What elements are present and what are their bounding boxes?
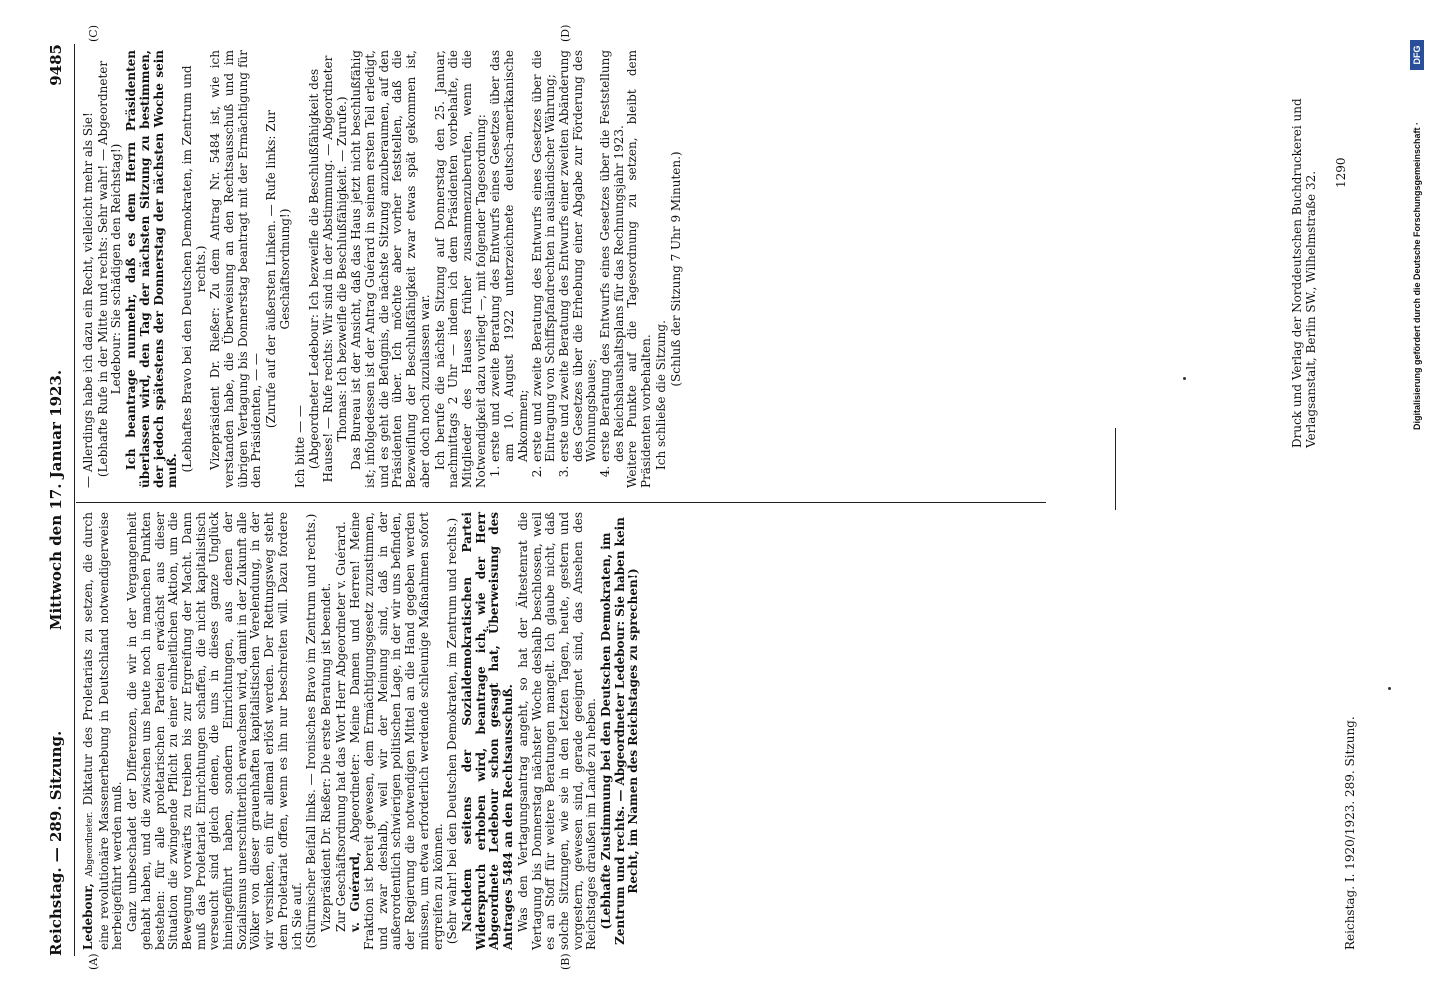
margin-marker-c: (C)	[87, 25, 100, 42]
dfg-logo: DFG	[1410, 40, 1424, 70]
paragraph	[349, 512, 445, 950]
paragraph: — Allerdings habe ich dazu ein Recht, vielleicht mehr als Sie!	[81, 112, 95, 488]
paragraph: Ich beantrage nunmehr, daß es dem Herrn Präsidenten überlassen wird, den Tag der nächsten Sitzung zu bestimmen, der jedoch spätestens der Donnerstag der nächsten Woche sein muß.	[124, 50, 180, 488]
interjection: (Lebhaftes Bravo bei den Deutschen Demokraten, im Zentrum und rechts.)	[179, 65, 208, 473]
paragraph-text: Abgeordneter: Meine Damen und Herren! Meine Fraktion ist bereit gewesen, dem Ermächtigungsgesetz zuzustimmen, und zwar deshalb, weil wir der Meinung sind, daß in der außerordentlich schwierigen politischen Lage, in der wir uns befinden, der Regierung die notwendigen Mittel an die Hand gegeben werden müssen, um etwa erforderlich werdende schleunige Maßnahmen sofort ergreifen zu können.	[348, 512, 445, 950]
interjection: (Abgeordneter Ledebour: Ich bezweifle die Beschlußfähigkeit des Hauses! — Rufe rechts: Wir sind in der Abstimmung. — Abgeordneter Thomas: Ich bezweifle die Beschlußfähigkeit. — Zurufe.)	[307, 55, 349, 483]
speaker-name: v. Guérard,	[348, 851, 363, 932]
agenda-item: 4. erste Beratung des Entwurfs eines Gesetzes über die Feststellung des Reichshaushaltsplans für das Rechnungsjahr 1923.	[599, 50, 626, 462]
paragraph: Ich schließe die Sitzung.	[653, 320, 668, 470]
paper-speck	[1388, 687, 1391, 690]
paragraph: Ich bitte — —	[292, 405, 307, 488]
paragraph: Vizepräsident Dr. Rießer: Die erste Beratung ist beendet.	[318, 582, 333, 932]
interjection: (Zurufe auf der äußersten Linken. — Rufe links: Zur Geschäftsordnung!)	[264, 109, 292, 429]
imprint	[1290, 18, 1348, 448]
paragraph	[82, 512, 125, 950]
paper-speck	[1183, 377, 1186, 380]
left-column	[82, 512, 642, 950]
interjection: (Stürmischer Beifall links. — Ironisches Bravo im Zentrum und rechts.)	[304, 513, 319, 949]
page-number: 9485	[47, 44, 65, 86]
paragraph-text: Diktatur des Proletariats zu setzen, die durch eine revolutionäre Massenerhebung in Deutschland notwendigerweise herbeigeführt werden muß.	[81, 512, 125, 950]
margin-marker-d: (D)	[559, 24, 572, 42]
interjection: (Lebhafte Rufe in der Mitte und rechts: Sehr wahr! — Abgeordneter Ledebour: Sie schädigen den Reichstag!)	[95, 60, 124, 478]
paragraph: Das Bureau ist der Ansicht, daß das Haus jetzt nicht beschlußfähig ist; infolgedessen ist der Antrag Guérard in seinem ersten Teil erledigt, und es geht die Befugnis, die nächste Sitzung anzuberaumen, auf den Präsidenten über. Ich möchte aber vorher feststellen, daß die Bezweiflung der Beschlußfähigkeit zwar etwas spät gekommen ist, aber doch noch zuzulassen war.	[349, 50, 432, 488]
interjection: (Lebhafte Zustimmung bei den Deutschen Demokraten, im Zentrum und rechts. — Abgeordneter Ledebour: Sie haben kein Recht, im Namen des Reichstages zu sprechen!)	[599, 517, 641, 945]
header-session: Reichstag. — 289. Sitzung.	[47, 730, 65, 956]
page-header	[44, 44, 68, 956]
agenda-item: 2. erste und zweite Beratung des Entwurfs eines Gesetzes über die Eintragung von Schiffspfandrechten in ausländischer Währung;	[531, 50, 558, 462]
margin-marker-b: (B)	[559, 953, 572, 970]
imprint-text: Druck und Verlag der Norddeutschen Buchdruckerei und Verlagsanstalt, Berlin SW., Wilhelmstraße 32.	[1290, 98, 1318, 448]
paragraph: Ich berufe die nächste Sitzung auf Donnerstag den 25. Januar, nachmittags 2 Uhr — indem ich dem Präsidenten vorbehalte, die Mitglieder des Hauses früher zusammenzuberufen, wenn die Notwendigkeit dazu vorliegt —, mit folgender Tagesordnung:	[432, 50, 488, 488]
footer-reference: Reichstag. I. 1920/1923. 289. Sitzung.	[1343, 716, 1357, 950]
column-divider	[76, 502, 1046, 503]
paragraph: Vizepräsident Dr. Rießer: Zu dem Antrag Nr. 5484 ist, wie ich verstanden habe, die Überweisung an den Rechtsausschuß und im übrigen Vertagung bis Donnerstag beantragt mit der Ermächtigung für den Präsidenten, — —	[208, 50, 264, 488]
agenda-list	[489, 50, 626, 488]
right-column	[82, 50, 684, 488]
paragraph: Ganz unbeschadet der Differenzen, die wir in der Vergangenheit gehabt haben, und die zwischen uns heute noch in manchen Punkten bestehen: für alle proletarischen Parteien erwächst aus dieser Situation die zwingende Pflicht zu einer einheitlichen Aktion, um die Bewegung vorwärts zu treiben bis zur Ergreifung der Macht. Dann muß das Proletariat Einrichtungen schaffen, die nicht kapitalistisch verseucht sind gleich denen, die uns in dieses ganze Unglück hineingeführt haben, sondern Einrichtungen, aus denen der Sozialismus unerschütterlich erwachsen wird, damit in der Zukunft alle Völker von dieser grauenhaften kapitalistischen Verelendung, in der wir versinken, ein für allemal erlöst werden. Der Rettungsweg steht dem Proletariat offen, wenn es ihn nur beschreiten will. Dazu fordere ich Sie auf.	[125, 512, 304, 950]
header-date: Mittwoch den 17. Januar 1923.	[47, 369, 65, 631]
paragraph: Nachdem seitens der Sozialdemokratischen Partei Widerspruch erhoben wird, beantrage ich, wie der Herr Abgeordnete Ledebour schon gesagt hat, Überweisung des Antrages 5484 an den Rechtsausschuß.	[459, 512, 516, 950]
end-rule	[1115, 428, 1116, 510]
paragraph: Zur Geschäftsordnung hat das Wort Herr Abgeordneter v. Guérard.	[333, 521, 348, 932]
header-rule	[74, 44, 75, 956]
margin-marker-a: (A)	[87, 953, 100, 970]
agenda-item: 1. erste und zweite Beratung des Entwurfs eines Gesetzes über das am 10. August 1922 unterzeichnete deutsch-amerikanische Abkommen;	[489, 50, 530, 462]
paragraph: Weitere Punkte auf die Tagesordnung zu setzen, bleibt dem Präsidenten vorbehalten.	[625, 50, 654, 488]
interjection: (Sehr wahr! bei den Deutschen Demokraten, im Zentrum und rechts.)	[445, 517, 460, 945]
speaker-role: Abgeordneter.	[85, 811, 95, 877]
agenda-item: 3. erste und zweite Beratung des Entwurfs einer zweiten Abänderung des Gesetzes über die Erhebung einer Abgabe zur Förderung des Wohnungsbaues;	[558, 50, 599, 462]
paragraph: Was den Vertagungsantrag angeht, so hat der Ältestenrat die Vertagung bis Donnerstag nächster Woche deshalb beschlossen, weil es an Stoff für weitere Beratungen mangelt. Ich glaube nicht, daß solche Sitzungen, wie sie in den letzten Tagen, heute, gestern und vorgestern, gewesen sind, gerade geeignet sind, das Ansehen des Reichstages draußen im Lande zu heben.	[515, 512, 599, 950]
imprint-code: 1290	[1334, 157, 1348, 188]
session-close: (Schluß der Sitzung 7 Uhr 9 Minuten.)	[668, 151, 683, 387]
digitization-note: Digitalisierung gefördert durch die Deutsche Forschungsgemeinschaft ·	[1412, 121, 1422, 430]
speaker-name: Ledebour,	[81, 883, 95, 950]
